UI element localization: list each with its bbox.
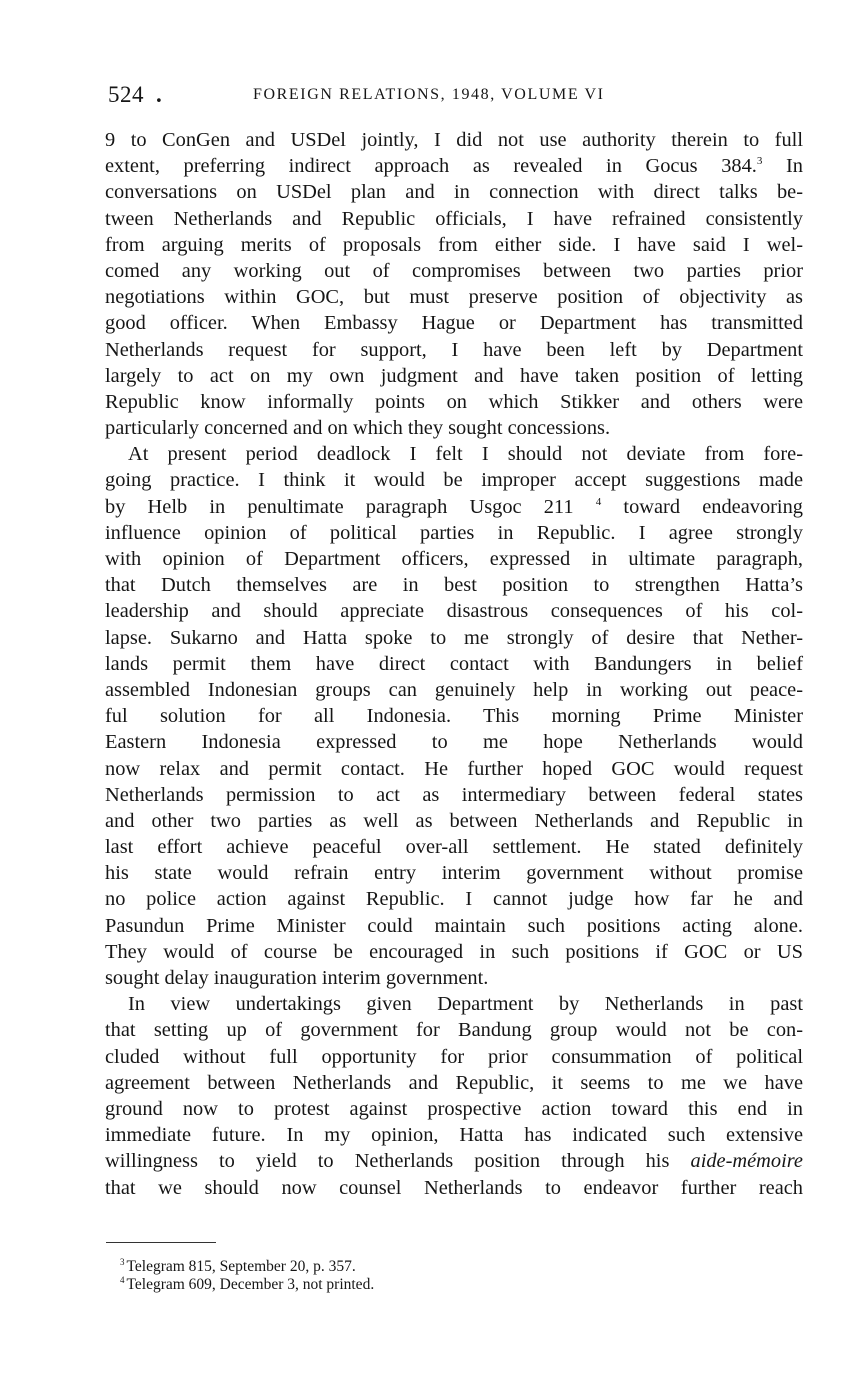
text-line: extent, preferring indirect approach as revealed in Gocus 384.$^3$ In [105, 155, 803, 178]
text-line: conversations on USDel plan and in connection with direct talks be- [105, 181, 803, 204]
text-line: 9 to ConGen and USDel jointly, I did not use authority therein to full [105, 129, 803, 151]
page-header [108, 82, 808, 112]
text-line: last effort achieve peaceful over-all settlement. He stated definitely [105, 836, 803, 859]
text-line: Pasundun Prime Minister could maintain such positions acting alone. [105, 914, 803, 937]
text-line: his state would refrain entry interim government without promise [105, 862, 803, 885]
text-line: negotiations within GOC, but must preserve position of objectivity as [105, 286, 803, 309]
text-line: assembled Indonesian groups can genuinely help in working out peace- [105, 678, 803, 701]
footnote-marker: 4 [120, 1274, 125, 1285]
text-line: that we should now counsel Netherlands to endeavor further reach [105, 1176, 803, 1199]
text-line: cluded without full opportunity for prior consummation of political [105, 1045, 803, 1068]
text-line: sought delay inauguration interim government. [105, 967, 489, 989]
text-line: particularly concerned and on which they sought concessions. [105, 417, 611, 440]
page-number: 524 [108, 82, 144, 107]
footnote-ref: 4 [595, 495, 602, 508]
text-line: comed any working out of compromises between two parties prior [105, 259, 803, 282]
italic-term: aide-mémoire [690, 1150, 803, 1173]
text-line: At present period deadlock I felt I should not deviate from fore- [128, 443, 803, 466]
text-line: In view undertakings given Department by Netherlands in past [128, 993, 803, 1016]
footnote [120, 1258, 356, 1276]
text-line: going practice. I think it would be improper accept suggestions made [105, 469, 803, 492]
text-line: They would of course be encouraged in such positions if GOC or US [105, 940, 803, 963]
footnote-ref: 3 [756, 155, 763, 168]
text-line: no police action against Republic. I cannot judge how far he and [105, 888, 803, 911]
text-line: leadership and should appreciate disastrous consequences of his col- [105, 600, 803, 623]
text-line: Netherlands request for support, I have been left by Department [105, 338, 803, 361]
text-line: tween Netherlands and Republic officials, I have refrained consistently [105, 207, 803, 230]
text-line: agreement between Netherlands and Republic, it seems to me we have [105, 1071, 803, 1094]
running-title: FOREIGN RELATIONS, 1948, VOLUME VI [253, 86, 605, 103]
body-text [105, 127, 803, 1201]
text-line: by Helb in penultimate paragraph Usgoc 211 $^4$ toward endeavoring [105, 495, 803, 518]
text-line: that Dutch themselves are in best position to strengthen Hatta’s [105, 574, 803, 597]
text-line: from arguing merits of proposals from either side. I have said I wel- [105, 233, 803, 256]
text-line: lands permit them have direct contact with Bandungers in belief [105, 652, 803, 675]
footnote-rule [106, 1242, 216, 1243]
text-line: Netherlands permission to act as intermediary between federal states [105, 783, 803, 806]
footnote-text: Telegram 609, December 3, not printed. [126, 1276, 375, 1293]
text-line: that setting up of government for Bandung group would not be con- [105, 1019, 803, 1042]
text-line: largely to act on my own judgment and have taken position of letting [105, 364, 803, 387]
text-line: influence opinion of political parties in Republic. I agree strongly [105, 521, 803, 544]
text-line: and other two parties as well as between Netherlands and Republic in [105, 809, 803, 832]
text-line: willingness to yield to Netherlands position through his aide-mémoire [105, 1150, 803, 1173]
text-line: with opinion of Department officers, expressed in ultimate paragraph, [105, 548, 803, 570]
text-line: now relax and permit contact. He further hoped GOC would request [105, 757, 803, 780]
text-line: ground now to protest against prospective action toward this end in [105, 1097, 803, 1120]
footnote [120, 1276, 374, 1294]
text-line: Eastern Indonesia expressed to me hope Netherlands would [105, 731, 803, 754]
page-number-dot: . [156, 82, 162, 107]
text-line: ful solution for all Indonesia. This morning Prime Minister [105, 705, 803, 728]
footnote-marker: 3 [120, 1256, 125, 1267]
text-line: Republic know informally points on which Stikker and others were [105, 390, 803, 413]
text-line: good officer. When Embassy Hague or Department has transmitted [105, 312, 803, 335]
text-line: lapse. Sukarno and Hatta spoke to me strongly of desire that Nether- [105, 626, 803, 649]
text-line: immediate future. In my opinion, Hatta has indicated such extensive [105, 1124, 803, 1147]
footnote-text: Telegram 815, September 20, p. 357. [126, 1258, 356, 1275]
